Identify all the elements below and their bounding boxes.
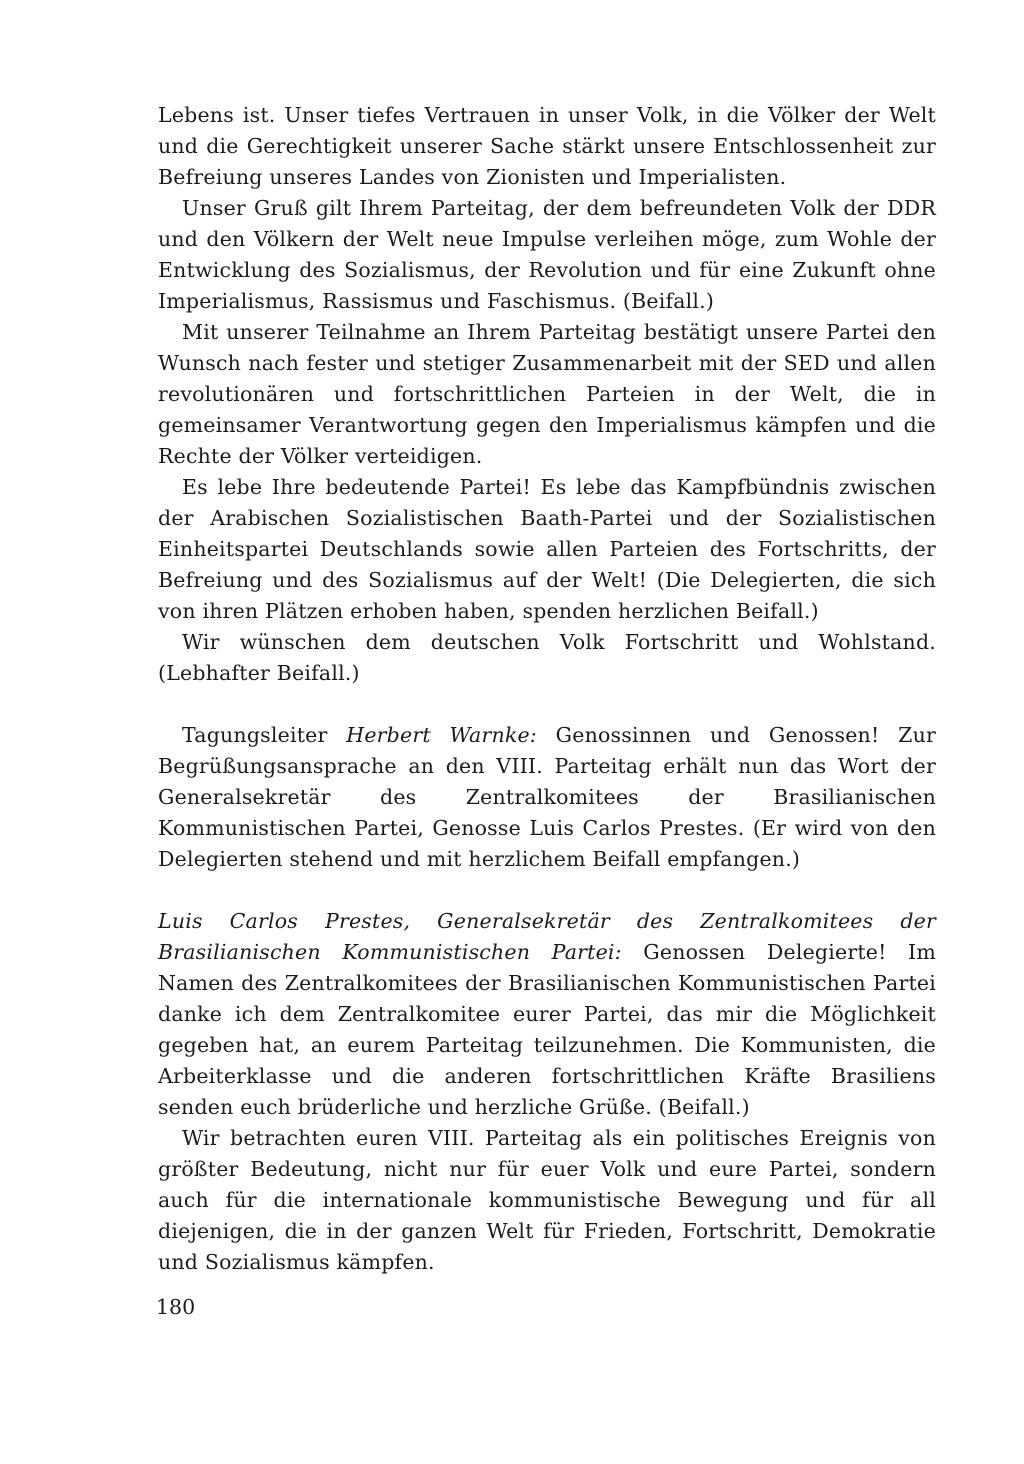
chair-speaker-name: Herbert Warnke: bbox=[346, 723, 537, 747]
prestes-opening-text: Genossen Delegierte! Im Namen des Zentralkomitees der Brasilianischen Kommunistischen Partei danke ich dem Zentralkomitee eurer Partei, das mir die Möglichkeit gegeben hat, an eurem Parteitag teilzunehmen. Die Kommunisten, die Arbeiterklasse und die anderen fortschrittlichen Kräfte Brasiliens senden euch brüderliche und herzliche Grüße. (Beifall.) bbox=[158, 940, 936, 1119]
paragraph-continuation: Lebens ist. Unser tiefes Vertrauen in unser Volk, in die Völker der Welt und die Gerechtigkeit unserer Sache stärkt unsere Entschlossenheit zur Befreiung unseres Landes von Zionisten und Imperialisten. bbox=[158, 103, 936, 189]
prestes-speech-opening bbox=[158, 906, 936, 1123]
page-number: 180 bbox=[156, 1295, 196, 1319]
prestes-speech-paragraph: Wir betrachten euren VIII. Parteitag als ein politisches Ereignis von größter Bedeutung, nicht nur für euer Volk und eure Partei, sondern auch für die internationale kommunistische Bewegung und für all diejenigen, die in der ganzen Welt für Frieden, Fortschritt, Demokratie und Sozialismus kämpfen. bbox=[158, 1126, 936, 1274]
prestes-speaker-name: Luis Carlos Prestes, Generalsekretär des Zentralkomitees der Brasilianischen Kommunistischen Partei: bbox=[158, 909, 936, 964]
paragraph-greeting: Unser Gruß gilt Ihrem Parteitag, der dem befreundeten Volk der DDR und den Völkern der Welt neue Impulse verleihen möge, zum Wohle der Entwicklung des Sozialismus, der Revolution und für eine Zukunft ohne Imperialismus, Rassismus und Faschismus. (Beifall.) bbox=[158, 196, 936, 313]
paragraph-wishes: Wir wünschen dem deutschen Volk Fortschritt und Wohlstand. (Lebhafter Beifall.) bbox=[158, 630, 936, 685]
chair-remark bbox=[158, 720, 936, 875]
paragraph-participation: Mit unserer Teilnahme an Ihrem Parteitag bestätigt unsere Partei den Wunsch nach fester und stetiger Zusammenarbeit mit der SED und allen revolutionären und fortschrittlichen Parteien in der Welt, die in gemeinsamer Verantwortung gegen den Imperialismus kämpfen und die Rechte der Völker verteidigen. bbox=[158, 320, 936, 468]
paragraph-long-live: Es lebe Ihre bedeutende Partei! Es lebe das Kampfbündnis zwischen der Arabischen Sozialistischen Baath-Partei und der Sozialistischen Einheitspartei Deutschlands sowie allen Parteien des Fortschritts, der Befreiung und des Sozialismus auf der Welt! (Die Delegierten, die sich von ihren Plätzen erhoben haben, spenden herzlichen Beifall.) bbox=[158, 475, 936, 623]
chair-prefix: Tagungsleiter bbox=[182, 723, 347, 747]
chair-remark-text: Genossinnen und Genossen! Zur Begrüßungsansprache an den VIII. Parteitag erhält nun das Wort der Generalsekretär des Zentralkomitees der Brasilianischen Kommunistischen Partei, Genosse Luis Carlos Prestes. (Er wird von den Delegierten stehend und mit herzlichem Beifall empfangen.) bbox=[158, 723, 936, 871]
body-text bbox=[158, 100, 936, 1278]
